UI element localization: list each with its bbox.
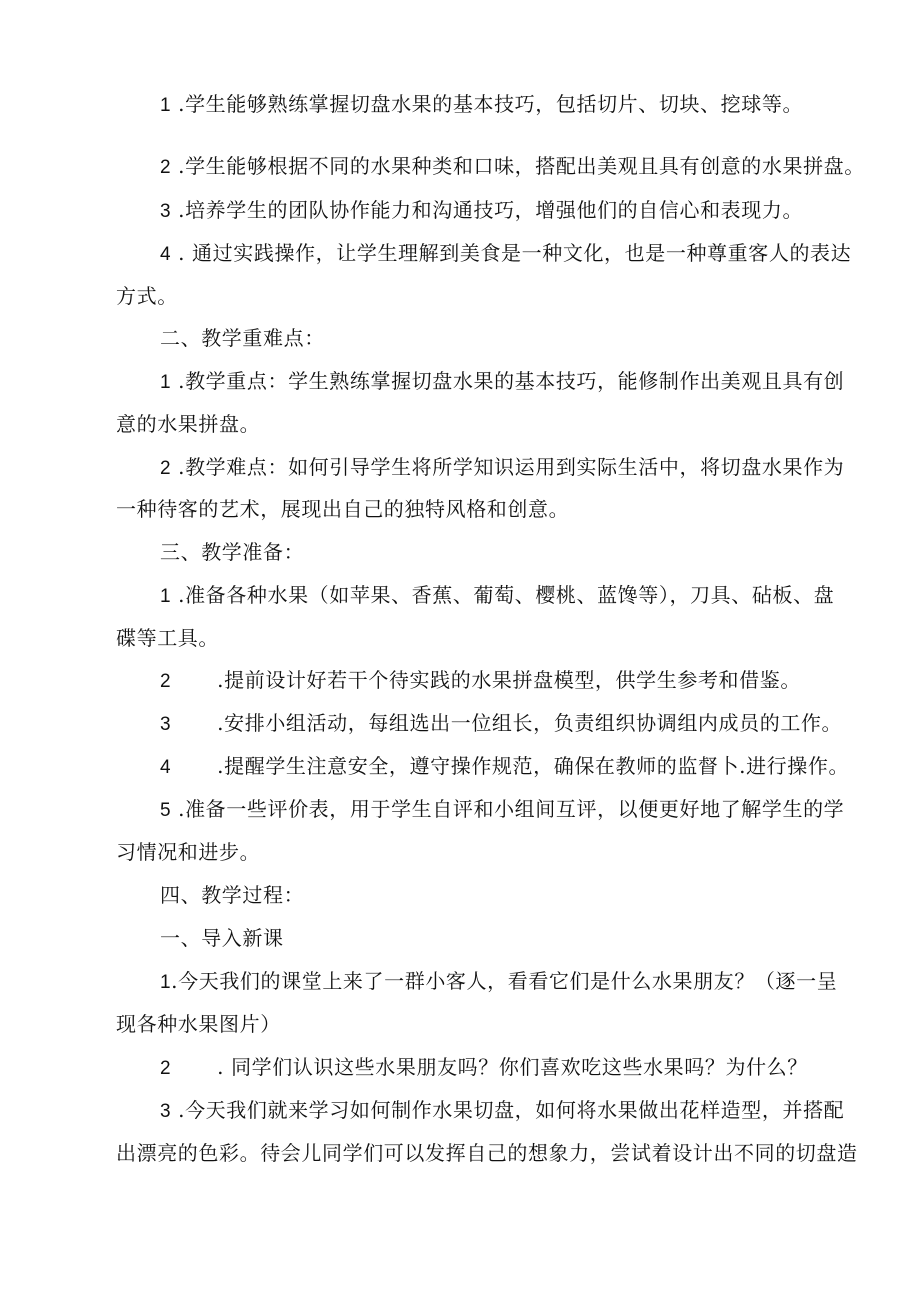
- line-text: 意的水果拼盘。: [116, 412, 261, 436]
- line-text: .培养学生的团队协作能力和沟通技巧，增强他们的自信心和表现力。: [171, 198, 804, 222]
- item-number: 2: [160, 671, 172, 692]
- line-text: 一、导入新课: [160, 926, 284, 950]
- paragraph-line: [160, 754, 849, 780]
- item-number: 3: [160, 1101, 172, 1122]
- line-text: .准备一些评价表，用于学生自评和小组间互评，以便更好地了解学生的学: [171, 797, 845, 821]
- section-heading: [160, 883, 304, 907]
- line-text: .教学重点：学生熟练掌握切盘水果的基本技巧，能修制作出美观且具有创: [171, 369, 845, 393]
- paragraph-line: [116, 497, 569, 521]
- line-text: 习情况和进步。: [116, 840, 261, 864]
- section-heading: [160, 326, 325, 350]
- paragraph-line: [116, 626, 219, 650]
- line-text: .今天我们的课堂上来了一群小客人，看看它们是什么水果朋友？（逐一呈: [171, 969, 838, 993]
- line-text: 现各种水果图片）: [116, 1012, 281, 1036]
- paragraph-line: [116, 1141, 858, 1165]
- item-number: 4: [160, 244, 172, 265]
- item-number: 1: [160, 972, 172, 993]
- item-number: 4: [160, 757, 172, 778]
- paragraph-line: [116, 412, 260, 436]
- paragraph-line: [160, 369, 844, 395]
- line-text: 出漂亮的色彩。待会儿同学们可以发挥自己的想象力，尝试着设计出不同的切盘造: [116, 1141, 858, 1165]
- line-text: 三、教学准备：: [160, 540, 305, 564]
- paragraph-line: [160, 668, 801, 694]
- item-number: 3: [160, 201, 172, 222]
- section-heading: [160, 926, 284, 950]
- paragraph-line: [160, 1055, 808, 1081]
- item-number: 5: [160, 800, 172, 821]
- line-text: .学生能够根据不同的水果种类和口味，搭配出美观且具有创意的水果拼盘。: [171, 154, 865, 178]
- paragraph-line: [160, 797, 844, 823]
- line-text: 碟等工具。: [116, 626, 219, 650]
- item-number: 2: [160, 1058, 172, 1079]
- paragraph-line: [116, 840, 260, 864]
- item-number: 2: [160, 458, 172, 479]
- item-number: 2: [160, 157, 172, 178]
- item-number: 1: [160, 372, 172, 393]
- line-text: .今天我们就来学习如何制作水果切盘，如何将水果做出花样造型，并搭配: [171, 1098, 845, 1122]
- paragraph-line: [160, 455, 844, 481]
- line-text: . 同学们认识这些水果朋友吗？你们喜欢吃这些水果吗？为什么？: [217, 1055, 808, 1079]
- line-text: .安排小组活动，每组选出一位组长，负责组织协调组内成员的工作。: [217, 711, 843, 735]
- line-text: 二、教学重难点：: [160, 326, 325, 350]
- paragraph-line: [160, 92, 803, 118]
- line-text: . 通过实践操作，让学生理解到美食是一种文化，也是一种尊重客人的表达: [171, 241, 852, 265]
- paragraph-line: [116, 1012, 281, 1036]
- line-text: .准备各种水果（如苹果、香蕉、葡萄、樱桃、蓝馋等），刀具、砧板、盘: [171, 583, 835, 607]
- paragraph-line: [160, 198, 803, 224]
- item-number: 3: [160, 714, 172, 735]
- line-text: 一种待客的艺术，展现出自己的独特风格和创意。: [116, 497, 570, 521]
- paragraph-line: [116, 284, 178, 308]
- section-heading: [160, 540, 304, 564]
- item-number: 1: [160, 95, 172, 116]
- line-text: .教学难点：如何引导学生将所学知识运用到实际生活中，将切盘水果作为: [171, 455, 845, 479]
- paragraph-line: [160, 1098, 844, 1124]
- line-text: .学生能够熟练掌握切盘水果的基本技巧，包括切片、切块、挖球等。: [171, 92, 804, 116]
- paragraph-line: [160, 154, 865, 180]
- line-text: .提醒学生注意安全，遵守操作规范，确保在教师的监督卜.进行操作。: [217, 754, 850, 778]
- paragraph-line: [160, 969, 837, 995]
- line-text: 四、教学过程：: [160, 883, 305, 907]
- paragraph-line: [160, 583, 834, 609]
- item-number: 1: [160, 586, 172, 607]
- paragraph-line: [160, 241, 851, 267]
- paragraph-line: [160, 711, 842, 737]
- line-text: .提前设计好若干个待实践的水果拼盘模型，供学生参考和借鉴。: [217, 668, 801, 692]
- line-text: 方式。: [116, 284, 178, 308]
